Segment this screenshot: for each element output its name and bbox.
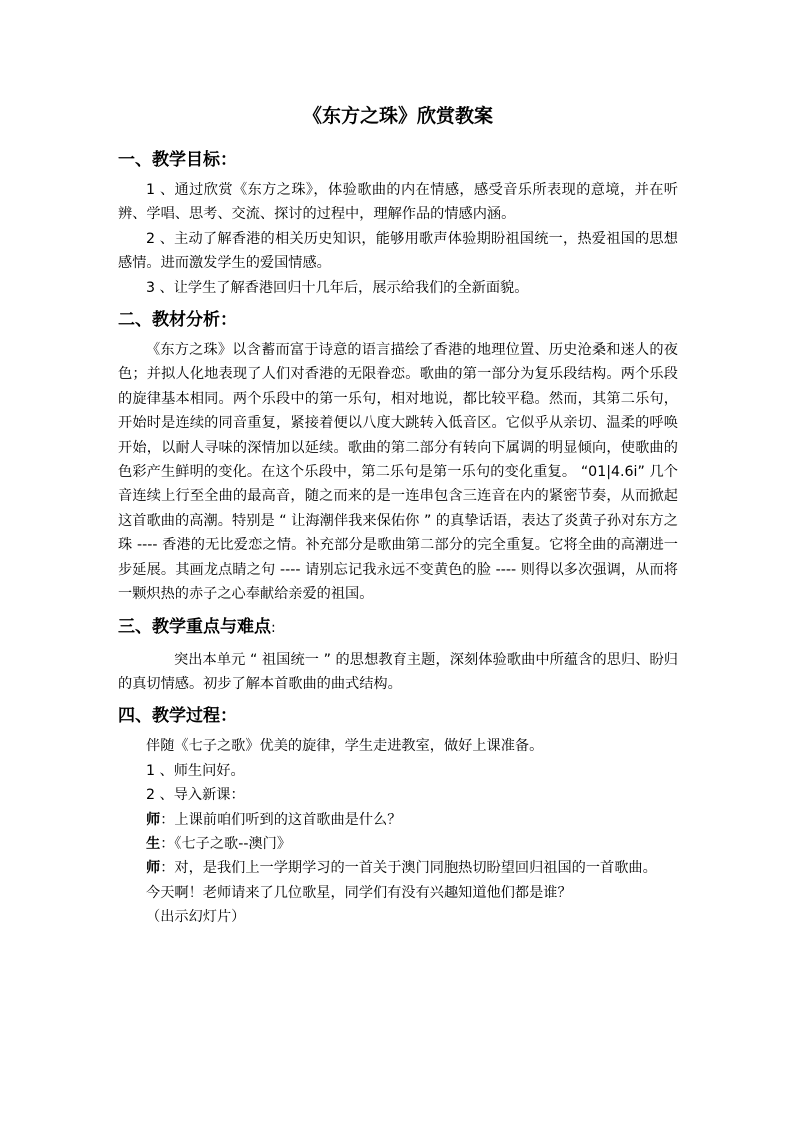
speaker-teacher: 师 [146, 811, 161, 828]
dialogue-line [118, 856, 678, 880]
dialogue-line [118, 832, 678, 856]
paragraph: 1 、通过欣赏《东方之珠》，体验歌曲的内在情感，感受音乐所表现的意境，并在听辨、学唱、思考、交流、探讨的过程中，理解作品的情感内涵。 [118, 182, 678, 223]
list-item: 2 、导入新课： [146, 787, 245, 804]
section-heading: 一、教学目标： [118, 150, 237, 170]
paragraph: 突出本单元 “ 祖国统一 ” 的思想教育主题，深刻体验歌曲中所蕴含的思归、盼归的真切情感。初步了解本首歌曲的曲式结构。 [118, 651, 678, 692]
section-heading: 二、教材分析： [118, 310, 237, 331]
dialogue-text: ：对，是我们上一学期学习的一首关于澳门同胞热切盼望回归祖国的一首歌曲。 [160, 860, 657, 877]
section-key-points [118, 613, 678, 697]
paragraph: 2 、主动了解香港的相关历史知识，能够用歌声体验期盼祖国统一，热爱祖国的思想感情。进而激发学生的爱国情感。 [118, 230, 678, 272]
paragraph: 伴随《七子之歌》优美的旋律，学生走进教室，做好上课准备。 [146, 738, 544, 755]
document-title: 《东方之珠》欣赏教案 [302, 105, 493, 127]
speaker-student: 生 [146, 835, 161, 852]
dialogue-line [118, 808, 678, 832]
section-heading-colon: : [271, 619, 276, 636]
dialogue-text: ：《七子之歌--澳门》 [160, 835, 292, 852]
section-teaching-process [118, 702, 678, 929]
paragraph: 今天啊！老师请来了几位歌星，同学们有没有兴趣知道他们都是谁？ [146, 884, 572, 901]
section-material-analysis [118, 306, 678, 606]
paragraph: 《东方之珠》以含蓄而富于诗意的语言描绘了香港的地理位置、历史沧桑和迷人的夜色；并拟人化地表现了人们对香港的无限眷恋。歌曲的第一部分为复乐段结构。两个乐段的旋律基本相同。两个乐段中的第一乐句，相对地说，都比较平稳。然而，其第二乐句，开始时是连续的同音重复，紧接着便以八度大跳转入低音区。它似乎从亲切、温柔的呼唤开始，以耐人寻味的深情加以延续。歌曲的第二部分有转向下属调的明显倾向，使歌曲的色彩产生鲜明的变化。在这个乐段中，第二乐句是第一乐句的变化重复。 “01|4.6i” 几个音连续上行至全曲的最高音，随之而来的是一连串包含三连音在内的紧密节奏，从而掀起这首歌曲的高潮。特别是 “ 让海潮伴我来保佑你 ” 的真挚话语，表达了炎黄子孙对东方之珠 ---- 香港的无比爱恋之情。补充部分是歌曲第二部分的完全重复。它将全曲的高潮进一步延展。其画龙点睛之句 ---- 请别忘记我永远不变黄色的脸 ---- 则得以多次强调，从而将一颗炽热的赤子之心奉献给亲爱的祖国。 [118, 342, 678, 603]
paragraph: 3 、让学生了解香港回归十几年后，展示给我们的全新面貌。 [146, 279, 529, 296]
section-heading: 四、教学过程： [118, 706, 237, 727]
list-item: 1 、师生问好。 [146, 762, 245, 779]
dialogue-text: ：上课前咱们听到的这首歌曲是什么？ [160, 811, 402, 828]
paragraph: （出示幻灯片） [146, 909, 246, 926]
section-teaching-goals [118, 146, 678, 300]
section-heading [118, 613, 678, 642]
speaker-teacher: 师 [146, 860, 161, 877]
document-body [118, 102, 678, 930]
section-heading-text: 三、教学重点与难点 [118, 616, 271, 637]
